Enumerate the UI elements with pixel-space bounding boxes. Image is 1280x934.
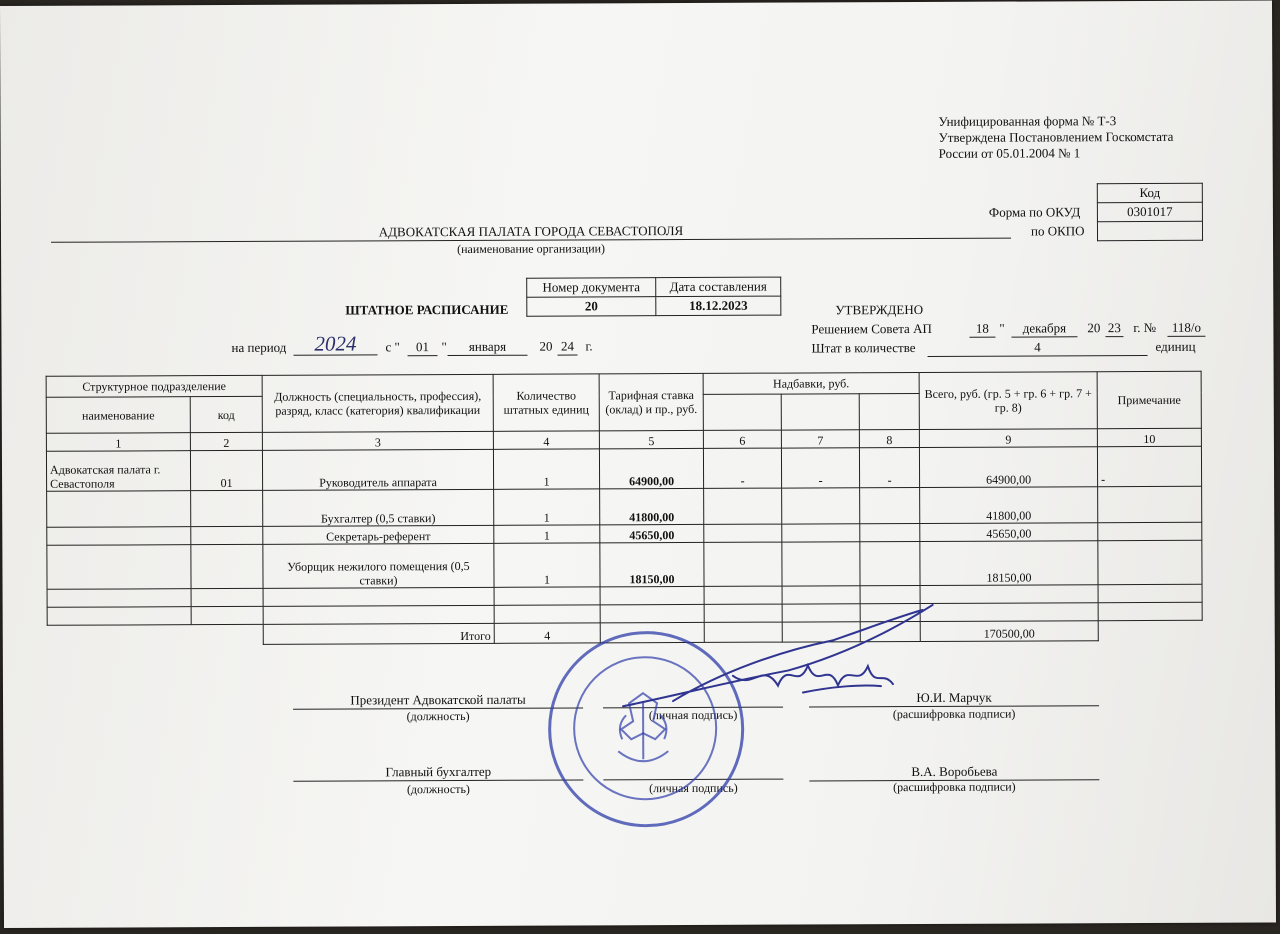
doc-date: 18.12.2023 xyxy=(656,296,781,316)
row-note xyxy=(1098,540,1202,584)
sig1-name-caption: (расшифровка подписи) xyxy=(892,706,1016,722)
staff-label: Штат в количестве xyxy=(811,340,916,356)
row-rate: 64900,00 xyxy=(599,448,703,488)
col-num: 3 xyxy=(262,431,493,450)
row-code xyxy=(191,490,263,526)
period-year-prefix: 20 xyxy=(539,338,553,354)
h-struct: Структурное подразделение xyxy=(46,375,262,397)
row-note xyxy=(1098,522,1202,540)
row-allow-8 xyxy=(860,523,920,541)
sig2-signature-caption: (личная подпись) xyxy=(649,780,738,796)
total-label: Итого xyxy=(263,623,494,644)
approved-year-prefix: 20 xyxy=(1087,320,1101,336)
period-year-suffix: 24 xyxy=(557,338,577,355)
row-count: 1 xyxy=(494,525,600,543)
table-row xyxy=(47,486,1202,527)
col-num: 10 xyxy=(1097,428,1201,446)
col-num: 8 xyxy=(859,429,919,447)
row-name xyxy=(47,527,191,546)
period-quote: " xyxy=(441,339,447,355)
sig2-position-caption: (должность) xyxy=(406,781,470,797)
okpo-label: по ОКПО xyxy=(1030,223,1085,239)
row-allow-8 xyxy=(860,541,920,585)
h-allowances: Надбавки, руб. xyxy=(703,372,919,394)
period-from-label: с " xyxy=(385,339,400,355)
row-total: 45650,00 xyxy=(920,523,1098,542)
sig1-position: Президент Адвокатской палаты xyxy=(293,691,583,709)
row-code: 01 xyxy=(190,450,262,490)
sig1-name: Ю.И. Марчук xyxy=(809,689,1099,707)
codes-table xyxy=(1097,183,1203,241)
sig2-position: Главный бухгалтер xyxy=(293,763,583,781)
approved-quote: " xyxy=(999,320,1005,336)
handwritten-signature-icon xyxy=(613,600,943,711)
row-position: Бухгалтер (0,5 ставки) xyxy=(263,489,494,526)
h-code: код xyxy=(190,396,262,432)
row-position: Уборщик нежилого помещения (0,5 ставки) xyxy=(263,543,494,588)
row-name xyxy=(47,491,191,528)
h-name: наименование xyxy=(46,397,190,434)
row-count: 1 xyxy=(494,543,600,587)
table-row xyxy=(46,446,1201,491)
approved-number: 118/о xyxy=(1167,320,1205,337)
approved-year-suffix: 23 xyxy=(1105,320,1123,337)
row-allow-7 xyxy=(782,542,860,586)
organization-caption: (наименование организации) xyxy=(457,241,606,257)
doc-date-label: Дата составления xyxy=(656,277,781,297)
approved-decision-label: Решением Совета АП xyxy=(811,320,932,337)
row-total: 18150,00 xyxy=(920,541,1098,586)
row-allow-6: - xyxy=(703,448,781,488)
document-number-table xyxy=(526,277,781,317)
h-note: Примечание xyxy=(1097,371,1201,428)
col-num: 4 xyxy=(493,431,599,449)
approved-day: 18 xyxy=(969,321,995,338)
row-position: Секретарь-референт xyxy=(263,525,494,544)
staff-count: 4 xyxy=(927,339,1147,357)
row-code xyxy=(191,526,263,544)
total-count: 4 xyxy=(494,623,600,643)
sig1-signature-caption: (личная подпись) xyxy=(648,707,738,723)
document-title: ШТАТНОЕ РАСПИСАНИЕ xyxy=(345,301,509,318)
row-name xyxy=(47,545,191,590)
col-num: 2 xyxy=(190,432,262,450)
okud-label: Форма по ОКУД xyxy=(988,204,1081,220)
sig2-name: В.А. Воробьева xyxy=(809,763,1099,781)
organization-name: АДВОКАТСКАЯ ПАЛАТА ГОРОДА СЕВАСТОПОЛЯ xyxy=(51,222,1011,243)
row-allow-8 xyxy=(860,487,920,523)
row-name: Адвокатская палата г. Севастополя xyxy=(46,451,190,492)
h-rate: Тарифная ставка (оклад) и пр., руб. xyxy=(599,373,703,430)
col-num: 9 xyxy=(919,429,1097,448)
row-total: 64900,00 xyxy=(919,447,1097,488)
doc-number-label: Номер документа xyxy=(527,278,656,298)
row-allow-7 xyxy=(782,524,860,542)
col-num: 7 xyxy=(781,430,859,448)
h-allow-6 xyxy=(703,394,781,430)
row-allow-7 xyxy=(782,488,860,524)
okpo-value xyxy=(1097,221,1202,240)
row-allow-6 xyxy=(704,524,782,542)
period-day: 01 xyxy=(407,339,437,356)
h-total: Всего, руб. (гр. 5 + гр. 6 + гр. 7 + гр. 8) xyxy=(919,372,1097,430)
approved-title: УТВЕРЖДЕНО xyxy=(835,301,924,318)
row-allow-8: - xyxy=(859,447,919,487)
sig1-position-caption: (должность) xyxy=(406,708,470,724)
col-num: 6 xyxy=(703,430,781,448)
sig2-name-caption: (расшифровка подписи) xyxy=(893,779,1016,795)
row-note: - xyxy=(1097,446,1201,486)
code-header: Код xyxy=(1097,183,1202,202)
row-count: 1 xyxy=(494,489,600,525)
approved-month: декабря xyxy=(1011,320,1077,337)
row-rate: 41800,00 xyxy=(600,488,704,524)
row-count: 1 xyxy=(493,449,599,489)
header-row-1 xyxy=(46,371,1201,397)
form-approval-date: России от 05.01.2004 № 1 xyxy=(938,145,1081,161)
row-total: 41800,00 xyxy=(920,487,1098,524)
row-allow-6 xyxy=(704,542,782,586)
row-position: Руководитель аппарата xyxy=(262,449,493,490)
form-approval: Утверждена Постановлением Госкомстата xyxy=(938,128,1174,145)
period-year-handwritten: 2024 xyxy=(293,332,377,355)
period-label: на период xyxy=(231,339,287,355)
period-month: января xyxy=(447,339,527,356)
row-code xyxy=(191,544,263,588)
h-count: Количество штатных единиц xyxy=(493,374,599,431)
h-allow-7 xyxy=(781,394,859,430)
period-g: г. xyxy=(585,338,593,354)
h-allow-8 xyxy=(859,393,919,429)
doc-number: 20 xyxy=(527,297,656,317)
form-title: Унифицированная форма № Т-3 xyxy=(938,113,1117,129)
row-rate: 18150,00 xyxy=(600,542,704,586)
h-position: Должность (специальность, профессия), разряд, класс (категория) квалификации xyxy=(262,374,493,432)
row-allow-6 xyxy=(704,488,782,524)
col-num: 1 xyxy=(46,433,190,452)
total-sum: 170500,00 xyxy=(920,621,1098,642)
col-num: 5 xyxy=(599,430,703,448)
okud-value: 0301017 xyxy=(1097,202,1202,221)
row-rate: 45650,00 xyxy=(600,524,704,542)
approved-g-no: г. № xyxy=(1133,319,1157,336)
row-allow-7: - xyxy=(781,448,859,488)
table-row xyxy=(47,540,1202,589)
row-note xyxy=(1098,486,1202,522)
staff-units: единиц xyxy=(1155,338,1196,354)
